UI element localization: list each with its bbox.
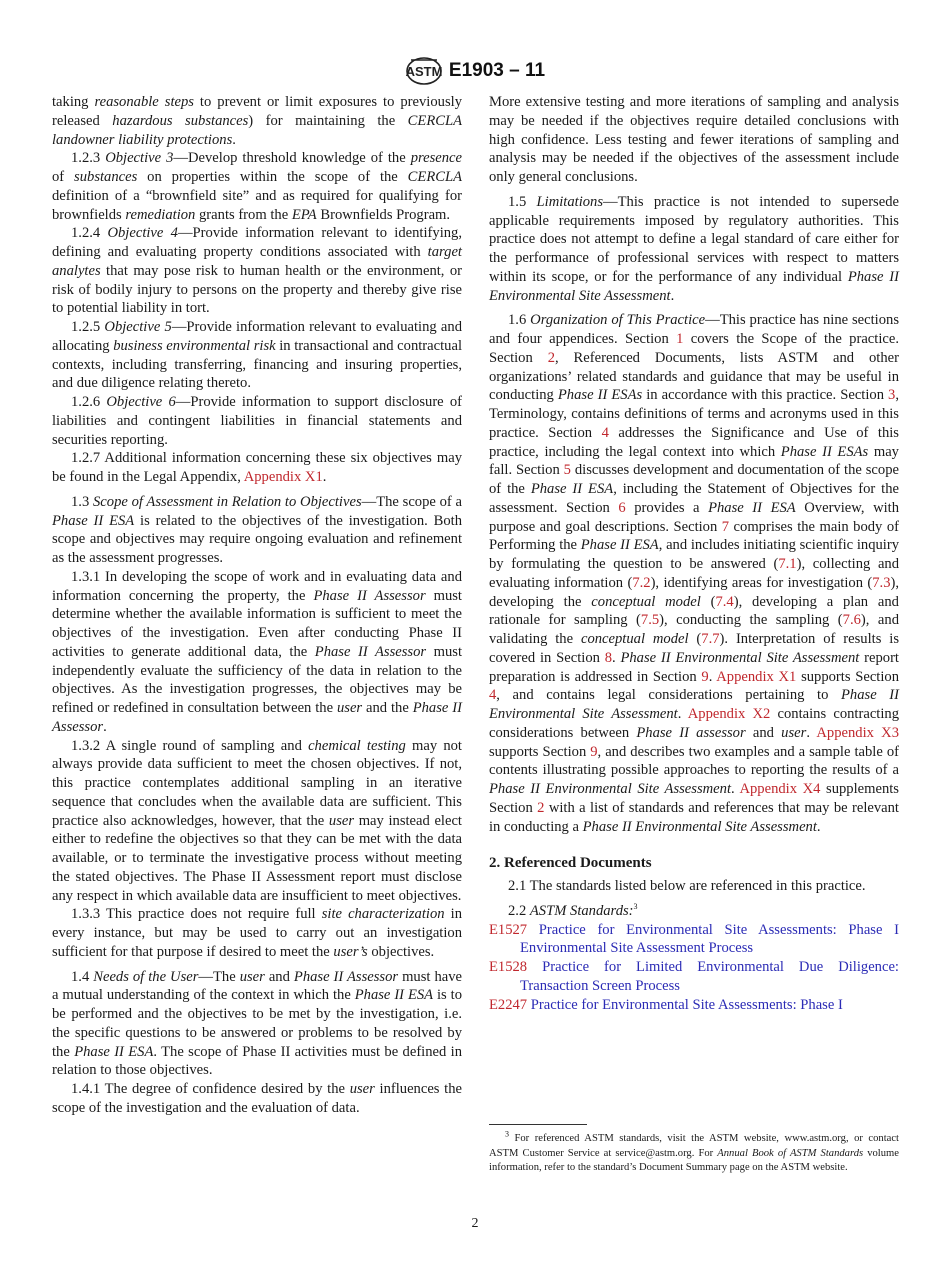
paragraph-1-4-1-continued: More extensive testing and more iterations of sampling and analysis may be needed if the objectives require detailed conclusions with high confidence. Less testing and fewer iterations of sampling and analysis may be needed if the objectives of the assessment include only general conclusions.	[489, 94, 899, 185]
paragraph-2-1: 2.1 The standards listed below are referenced in this practice.	[508, 878, 866, 894]
right-column	[489, 93, 899, 1014]
link-section-2[interactable]: 2	[547, 349, 555, 366]
link-appendix-x1[interactable]: Appendix X1	[243, 469, 323, 485]
link-section-5[interactable]: 5	[563, 462, 571, 479]
paragraph-1-2-4: 1.2.4 Objective 4—Provide information relevant to identifying, defining and evaluating property conditions associated with target analytes that may pose risk to human health or the environment, or risk of bodily injury to persons on the property and thereby give rise to potential liability in tort.	[52, 225, 462, 317]
paragraph-1-3: 1.3 Scope of Assessment in Relation to Objectives—The scope of a Phase II ESA is related to the objectives of the investigation. Both scope and objectives may require ongoing evaluation and refinement as the assessment progresses.	[52, 493, 463, 566]
link-section-7-5[interactable]: 7.5	[640, 612, 660, 629]
page-header	[0, 55, 950, 87]
footnote-marker[interactable]: 3	[633, 901, 638, 911]
link-section-7-1[interactable]: 7.1	[778, 556, 797, 572]
link-section-7-2[interactable]: 7.2	[632, 574, 651, 591]
link-section-7-7[interactable]: 7.7	[701, 631, 720, 647]
standard-reference	[489, 921, 899, 959]
link-section-4[interactable]: 4	[601, 424, 609, 441]
link-appendix-x3[interactable]: Appendix X3	[816, 724, 899, 741]
link-standard-e2247-title[interactable]: Practice for Environmental Site Assessments: Phase I	[530, 996, 843, 1013]
link-section-9[interactable]: 9	[701, 668, 709, 685]
page-number: 2	[471, 1216, 479, 1231]
paragraph-2-2: 2.2 ASTM Standards:$^3$	[508, 901, 638, 919]
paragraph-1-4: 1.4 Needs of the User—The user and Phase II Assessor must have a mutual understanding of the context in which the Phase II ESA is to be performed and the objectives to be met by the investigation, i.e. the specific questions to be answered or problems to be resolved by the Phase II ESA. The scope of Phase II activities must be defined in relation to those objectives.	[52, 968, 463, 1079]
paragraph-1-5: 1.5 Limitations—This practice is not intended to supersede applicable requirements imposed by regulatory authorities. This practice does not attempt to define a legal standard of care either for the performance of professional services with respect to matters within its scope, or for the performance of any individual Phase II Environmental Site Assessment.	[489, 193, 899, 304]
standard-reference	[489, 996, 899, 1015]
link-section-4[interactable]: 4	[489, 687, 497, 704]
footnote-divider	[489, 1124, 587, 1125]
paragraph-1-2-7: 1.2.7 Additional information concerning these six objectives may be found in the Legal Appendix, Appendix X1.	[52, 450, 462, 485]
link-standard-e1528[interactable]: E1528	[489, 959, 528, 975]
paragraph-1-2-6: 1.2.6 Objective 6—Provide information to support disclosure of liabilities and contingent liabilities in financial statements and securities reporting.	[52, 394, 462, 448]
link-appendix-x1[interactable]: Appendix X1	[716, 668, 797, 685]
footnote-3: $^3$ For referenced ASTM standards, visit the ASTM website, www.astm.org, or contact ASTM Customer Service at service@astm.org. For Annual Book of ASTM Standards volume information, refer to the standard’s Document Summary page on the ASTM website.	[489, 1129, 899, 1173]
link-section-1[interactable]: 1	[676, 331, 684, 347]
link-section-7-3[interactable]: 7.3	[872, 574, 891, 591]
astm-logo-icon	[405, 56, 443, 86]
paragraph-1-2-3: 1.2.3 Objective 3—Develop threshold knowledge of the presence of substances on properties within the scope of the CERCLA definition of a “brownfield site” and as required for qualifying for brownfields remediation grants from the EPA Brownfields Program.	[52, 150, 463, 223]
link-section-8[interactable]: 8	[604, 649, 613, 666]
link-standard-e1527-title[interactable]: Practice for Environmental Site Assessments: Phase I Environmental Site Assessment Process	[520, 921, 899, 957]
paragraph-1-4-1: 1.4.1 The degree of confidence desired by the user influences the scope of the investigation and the evaluation of data.	[52, 1081, 462, 1116]
standard-reference	[489, 958, 899, 996]
link-section-9[interactable]: 9	[590, 743, 598, 760]
paragraph-1-3-1: 1.3.1 In developing the scope of work and in evaluating data and information concerning the property, the Phase II Assessor must determine whether the available information is sufficient to meet the objectives of the investigation. Even after conducting Phase II activities to generate additional data, the Phase II Assessor must independently evaluate the sufficiency of the data in relation to the objectives. As the investigation progresses, the objectives may be refined or redefined in consultation between the user and the Phase II Assessor.	[52, 568, 462, 735]
link-standard-e1527[interactable]: E1527	[489, 921, 528, 938]
link-appendix-x4[interactable]: Appendix X4	[739, 781, 821, 797]
link-section-2[interactable]: 2	[537, 799, 545, 816]
link-standard-e2247[interactable]: E2247	[489, 996, 528, 1013]
paragraph-1-6: 1.6 Organization of This Practice—This practice has nine sections and four appendices. Section 1 covers the Scope of the practice. Section 2, Referenced Documents, lists ASTM and other organizations’ related standards and guidance that may be useful in conducting Phase II ESAs in accordance with this practice. Section 3, Terminology, contains definitions of terms and acronyms used in this practice. Section 4 addresses the Significance and Use of this practice, including the legal context into which Phase II ESAs may fall. Section 5 discusses development and documentation of the scope of the Phase II ESA, including the Statement of Objectives for the assessment. Section 6 provides a Phase II ESA Overview, with purpose and goal descriptions. Section 7 comprises the main body of Performing the Phase II ESA, and includes initiating scientific inquiry by formulating the question to be answered (7.1), collecting and evaluating information (7.2), identifying areas for investigation (7.3), developing the conceptual model (7.4), developing a plan and rationale for sampling (7.5), conducting the sampling (7.6), and validating the conceptual model (7.7). Interpretation of results is covered in Section 8. Phase II Environmental Site Assessment report preparation is addressed in Section 9. Appendix X1 supports Section 4, and contains legal considerations pertaining to Phase II Environmental Site Assessment. Appendix X2 contains contracting considerations between Phase II assessor and user. Appendix X3 supports Section 9, and describes two examples and a sample table of contents illustrating possible approaches to reporting the results of a Phase II Environmental Site Assessment. Appendix X4 supplements Section 2 with a list of standards and references that may be relevant in conducting a Phase II Environmental Site Assessment.	[489, 312, 900, 835]
link-section-7-4[interactable]: 7.4	[715, 593, 734, 610]
footnote-number: 3	[505, 1129, 509, 1139]
link-section-6[interactable]: 6	[618, 499, 626, 516]
paragraph-1-3-3: 1.3.3 This practice does not require full site characterization in every instance, but may be used to carry out an investigation sufficient for that purpose if desired to meet the user’s objectives.	[52, 906, 463, 960]
left-column	[52, 93, 462, 1118]
paragraph-1-2-2-continued: taking reasonable steps to prevent or limit exposures to previously released hazardous substances) for maintaining the CERCLA landowner liability protections.	[52, 94, 462, 148]
document-id: E1903 – 11	[448, 60, 546, 81]
link-section-3[interactable]: 3	[888, 387, 896, 404]
svg-text:ASTM: ASTM	[405, 64, 443, 79]
paragraph-1-2-5: 1.2.5 Objective 5—Provide information relevant to evaluating and allocating business environmental risk in transactional and contractual contexts, including transferring, financing and insuring properties, and due diligence relating thereto.	[52, 319, 463, 392]
link-section-7-6[interactable]: 7.6	[842, 612, 861, 629]
link-section-7[interactable]: 7	[721, 518, 730, 535]
paragraph-1-3-2: 1.3.2 A single round of sampling and chemical testing may not always provide data sufficient to meet the chosen objectives. If not, this practice contemplates additional sampling in an iterative sequence that concludes when the available data are sufficient. This practice also acknowledges, however, that the user may instead elect either to redefine the objectives so that they can be met with the data available, or to terminate the investigative process without meeting the stated objectives. The Phase II Assessment report must disclose any respect in which available data are insufficient to meet objectives.	[52, 737, 462, 904]
section-2-heading: 2. Referenced Documents	[489, 855, 652, 872]
link-appendix-x2[interactable]: Appendix X2	[687, 706, 771, 722]
link-standard-e1528-title[interactable]: Practice for Limited Environmental Due Diligence: Transaction Screen Process	[520, 959, 899, 994]
